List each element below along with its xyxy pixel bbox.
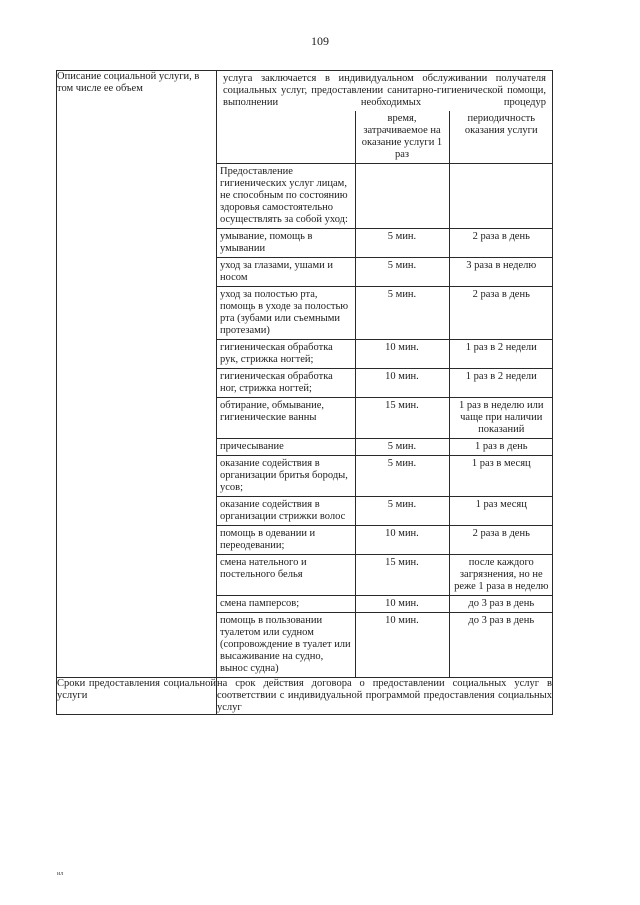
procedure-row: [217, 398, 553, 439]
procedure-time: 10 мин.: [355, 596, 449, 613]
procedure-frequency: [449, 164, 553, 229]
procedure-time: 5 мин.: [355, 456, 449, 497]
procedure-row: [217, 287, 553, 340]
procedure-row: [217, 497, 553, 526]
procedure-frequency: 3 раза в неделю: [449, 258, 553, 287]
procedure-row: [217, 258, 553, 287]
header-frequency: периодичность оказания услуги: [449, 111, 553, 164]
procedure-time: 5 мин.: [355, 229, 449, 258]
procedure-time: 15 мин.: [355, 398, 449, 439]
procedure-row: [217, 164, 553, 229]
procedure-name: гигиеническая обработка рук, стрижка ногтей;: [217, 340, 355, 369]
procedure-name: причесывание: [217, 439, 355, 456]
procedure-name: оказание содействия в организации бритья бороды, усов;: [217, 456, 355, 497]
procedure-name: смена нательного и постельного белья: [217, 555, 355, 596]
description-cell: [217, 71, 553, 678]
procedure-time: 15 мин.: [355, 555, 449, 596]
procedure-row: [217, 456, 553, 497]
procedure-frequency: 1 раз месяц: [449, 497, 553, 526]
procedure-time: 10 мин.: [355, 340, 449, 369]
procedure-name: помощь в одевании и переодевании;: [217, 526, 355, 555]
procedure-time: 5 мин.: [355, 439, 449, 456]
procedure-name: гигиеническая обработка ног, стрижка ногтей;: [217, 369, 355, 398]
description-label: Описание социальной услуги, в том числе ее объем: [57, 71, 217, 678]
procedure-row: [217, 596, 553, 613]
service-table: [56, 70, 553, 715]
terms-label: Сроки предоставления социальной услуги: [57, 678, 217, 715]
procedure-frequency: 1 раз в 2 недели: [449, 369, 553, 398]
procedure-name: умывание, помощь в умывании: [217, 229, 355, 258]
procedure-time: 10 мин.: [355, 526, 449, 555]
procedure-row: [217, 555, 553, 596]
procedure-name: Предоставление гигиенических услуг лицам, не способным по состоянию здоровья самостоятельно осуществлять за собой уход:: [217, 164, 355, 229]
procedure-name: оказание содействия в организации стрижки волос: [217, 497, 355, 526]
procedure-row: [217, 613, 553, 678]
header-procedure: [217, 111, 355, 164]
procedure-frequency: после каждого загрязнения, но не реже 1 раза в неделю: [449, 555, 553, 596]
procedure-name: обтирание, обмывание, гигиенические ванны: [217, 398, 355, 439]
procedure-frequency: 1 раз в месяц: [449, 456, 553, 497]
edge-mark: ил: [57, 871, 64, 877]
procedure-frequency: 1 раз в неделю или чаще при наличии показаний: [449, 398, 553, 439]
description-row: [57, 71, 553, 678]
header-time: время, затрачиваемое на оказание услуги 1 раз: [355, 111, 449, 164]
terms-row: [57, 678, 553, 715]
procedure-frequency: 2 раза в день: [449, 287, 553, 340]
procedure-row: [217, 526, 553, 555]
description-intro: услуга заключается в индивидуальном обслуживании получателя социальных услуг, предоставлении санитарно-гигиенической помощи, выполнении необходимых процедур: [223, 73, 546, 108]
procedure-time: 10 мин.: [355, 369, 449, 398]
procedure-frequency: 1 раз в 2 недели: [449, 340, 553, 369]
page-number: 109: [311, 34, 329, 48]
procedure-time: 5 мин.: [355, 258, 449, 287]
procedure-name: уход за глазами, ушами и носом: [217, 258, 355, 287]
procedures-header-row: [217, 111, 553, 164]
procedure-frequency: 2 раза в день: [449, 526, 553, 555]
procedure-row: [217, 340, 553, 369]
procedure-time: 10 мин.: [355, 613, 449, 678]
procedure-time: [355, 164, 449, 229]
procedure-name: смена памперсов;: [217, 596, 355, 613]
procedure-row: [217, 229, 553, 258]
procedures-table: [217, 111, 553, 677]
procedure-frequency: 2 раза в день: [449, 229, 553, 258]
procedure-frequency: 1 раз в день: [449, 439, 553, 456]
procedure-time: 5 мин.: [355, 497, 449, 526]
procedure-row: [217, 439, 553, 456]
procedure-row: [217, 369, 553, 398]
procedure-time: 5 мин.: [355, 287, 449, 340]
procedure-frequency: до 3 раз в день: [449, 613, 553, 678]
procedure-frequency: до 3 раз в день: [449, 596, 553, 613]
procedure-name: помощь в пользовании туалетом или судном (сопровождение в туалет или высаживание на судно, вынос судна): [217, 613, 355, 678]
terms-text: на срок действия договора о предоставлении социальных услуг в соответствии с индивидуальной программой предоставления социальных услуг: [217, 678, 552, 713]
procedure-name: уход за полостью рта, помощь в уходе за полостью рта (зубами или съемными протезами): [217, 287, 355, 340]
